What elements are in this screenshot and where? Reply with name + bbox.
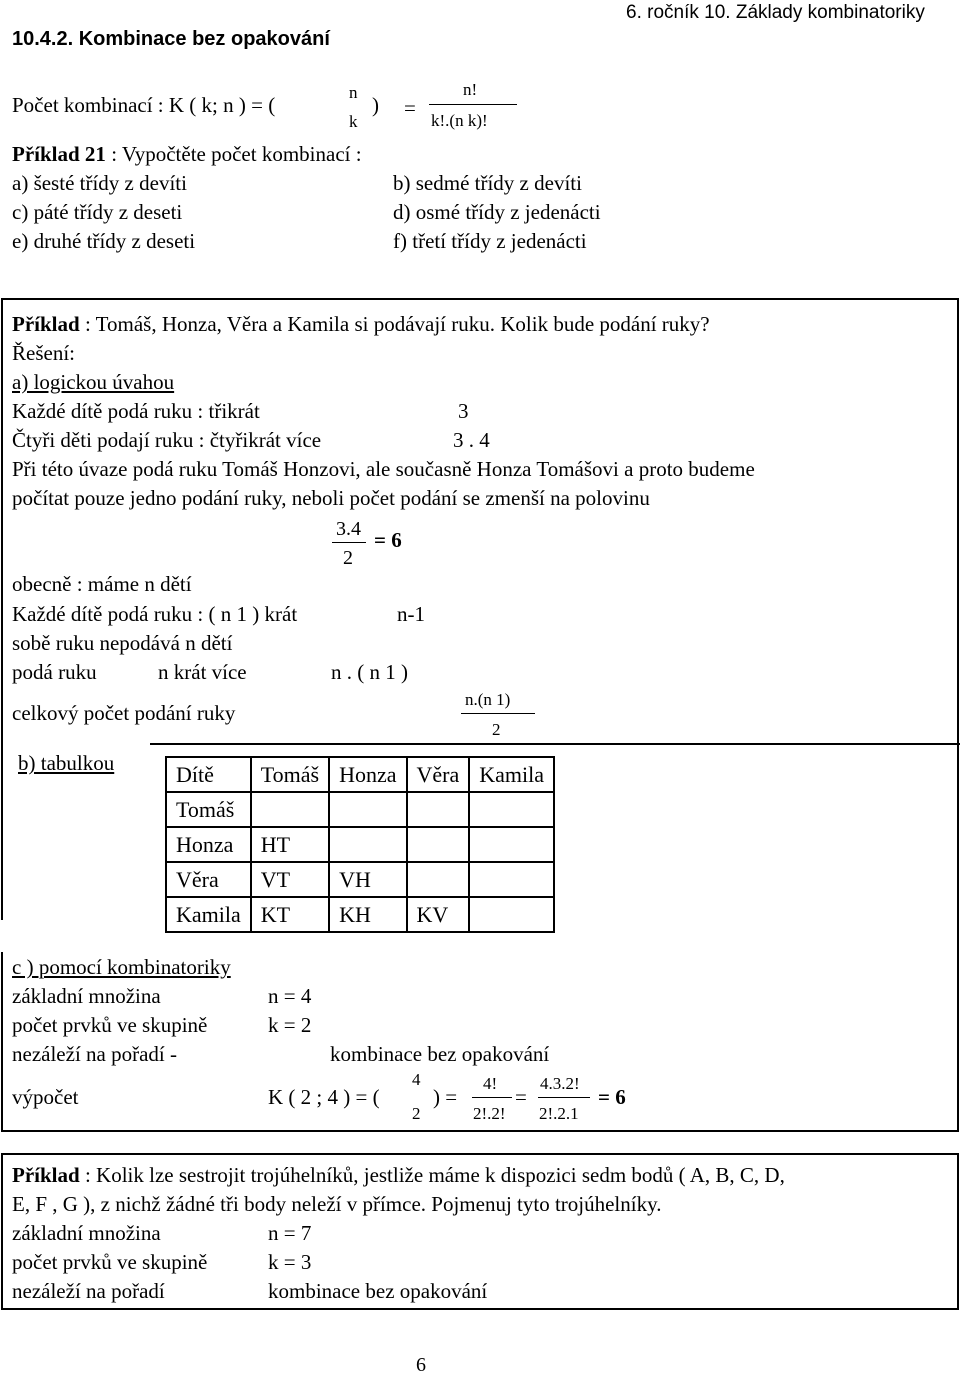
- triangles-text-2: E, F , G ), z nichž žádné tři body neleží v přímce. Pojmenuj tyto trojúhelníky.: [12, 1192, 662, 1216]
- box-left-bottom: [1, 952, 3, 1132]
- c-line1: základní množina: [12, 984, 161, 1008]
- tri-line2: počet prvků ve skupině: [12, 1250, 208, 1274]
- binom-close: ): [372, 93, 379, 117]
- table-cell: Kamila: [166, 897, 251, 932]
- triangles-text-1: : Kolik lze sestrojit trojúhelníků, jestliže máme k dispozici sedm bodů ( A, B, C, D,: [79, 1163, 785, 1187]
- section-title: 10.4.2. Kombinace bez opakování: [12, 28, 330, 50]
- formula-label: Počet kombinací : K ( k; n ) = (: [12, 93, 276, 117]
- c-line3-value: kombinace bez opakování: [330, 1042, 550, 1066]
- general-line1-value: n-1: [397, 602, 425, 626]
- formula-equals: =: [404, 96, 416, 120]
- c-frac2-bar: [538, 1097, 590, 1098]
- table-cell: [407, 792, 470, 827]
- tri-line3: nezáleží na pořadí: [12, 1279, 165, 1303]
- c-frac2-num: 4.3.2!: [540, 1074, 580, 1093]
- box-left-lower: [1, 743, 3, 920]
- table-header-cell: Honza: [329, 757, 406, 792]
- general-line3: podá ruku: [12, 660, 97, 684]
- c-frac1-bar: [472, 1097, 512, 1098]
- box-divider: [150, 743, 960, 745]
- table-header-cell: Dítě: [166, 757, 251, 792]
- table-cell: Věra: [166, 862, 251, 897]
- frac2-numerator: n.(n 1): [465, 690, 511, 709]
- tri-line2-value: k = 3: [268, 1250, 312, 1274]
- tri-line1-value: n = 7: [268, 1221, 312, 1245]
- line1: Každé dítě podá ruku : třikrát: [12, 399, 260, 423]
- example-21-text: : Vypočtěte počet kombinací :: [105, 142, 362, 166]
- item-f: f) třetí třídy z jedenácti: [393, 229, 587, 253]
- table-header-cell: Tomáš: [251, 757, 329, 792]
- paragraph-2: počítat pouze jedno podání ruky, neboli počet podání se zmenší na polovinu: [12, 486, 650, 510]
- table-cell: KH: [329, 897, 406, 932]
- table-cell: VH: [329, 862, 406, 897]
- c-frac1-num: 4!: [483, 1074, 498, 1093]
- c-equals: =: [515, 1085, 527, 1109]
- box-bottom: [1, 1130, 959, 1132]
- table-cell: [407, 827, 470, 862]
- table-row: [166, 792, 554, 827]
- c-frac2-den: 2!.2.1: [539, 1104, 579, 1123]
- frac2-bar: [461, 713, 535, 714]
- table-cell: [407, 862, 470, 897]
- table-cell: [469, 827, 554, 862]
- item-b: b) sedmé třídy z devíti: [393, 171, 582, 195]
- part-b-heading: b) tabulkou: [18, 751, 115, 775]
- c-result: = 6: [598, 1085, 626, 1109]
- general-line3-value: n . ( n 1 ): [331, 660, 408, 684]
- frac1-denominator: 2: [343, 547, 353, 569]
- general-total: celkový počet podání ruky: [12, 701, 236, 725]
- c-line3: nezáleží na pořadí -: [12, 1042, 177, 1066]
- table-header-cell: Věra: [407, 757, 470, 792]
- c-formula: K ( 2 ; 4 ) = (: [268, 1085, 380, 1109]
- line2: Čtyři děti podají ruku : čtyřikrát více: [12, 428, 322, 452]
- paragraph-1: Při této úvaze podá ruku Tomáš Honzovi, ale současně Honza Tomášovi a proto budeme: [12, 457, 755, 481]
- part-a-heading: a) logickou úvahou: [12, 370, 175, 394]
- formula-denominator: k!.(n k)!: [431, 111, 488, 130]
- general-heading: obecně : máme n dětí: [12, 572, 192, 596]
- binom-top: n: [349, 83, 358, 102]
- c-binom-close: ) =: [433, 1085, 458, 1109]
- binom-bottom: k: [349, 112, 358, 131]
- triangles-title: Příklad: [12, 1163, 80, 1187]
- table-cell: [251, 792, 329, 827]
- table-header-row: [166, 757, 554, 792]
- c-line1-value: n = 4: [268, 984, 312, 1008]
- table-cell: KV: [407, 897, 470, 932]
- handshake-title: Příklad: [12, 312, 80, 336]
- frac2-denominator: 2: [492, 720, 501, 739]
- table-row: [166, 897, 554, 932]
- table-cell: Honza: [166, 827, 251, 862]
- box-right-lower: [957, 743, 959, 1132]
- c-binom-top: 4: [412, 1070, 421, 1089]
- c-line2-value: k = 2: [268, 1013, 312, 1037]
- handshake-table: [165, 756, 555, 933]
- table-cell: [329, 827, 406, 862]
- course-title: 6. ročník 10. Základy kombinatoriky: [626, 2, 925, 23]
- c-calc-label: výpočet: [12, 1085, 79, 1109]
- table-cell: VT: [251, 862, 329, 897]
- table-cell: HT: [251, 827, 329, 862]
- tri-line3-value: kombinace bez opakování: [268, 1279, 488, 1303]
- table-header-cell: Kamila: [469, 757, 554, 792]
- part-c-heading: c ) pomocí kombinatoriky: [12, 955, 231, 979]
- handshake-question: : Tomáš, Honza, Věra a Kamila si podávají ruku. Kolik bude podání ruky?: [79, 312, 710, 336]
- line1-value: 3: [458, 399, 469, 423]
- item-a: a) šesté třídy z devíti: [12, 171, 187, 195]
- general-line2: sobě ruku nepodává n dětí: [12, 631, 233, 655]
- table-cell: [469, 897, 554, 932]
- frac1-numerator: 3.4: [336, 518, 361, 540]
- general-line1: Každé dítě podá ruku : ( n 1 ) krát: [12, 602, 298, 626]
- table-cell: [469, 792, 554, 827]
- formula-numerator: n!: [463, 80, 478, 99]
- table-row: [166, 862, 554, 897]
- table-cell: [329, 792, 406, 827]
- example-21-title: Příklad 21: [12, 142, 106, 166]
- item-d: d) osmé třídy z jedenácti: [393, 200, 601, 224]
- c-line2: počet prvků ve skupině: [12, 1013, 208, 1037]
- solution-label: Řešení:: [12, 341, 75, 365]
- item-e: e) druhé třídy z deseti: [12, 229, 196, 253]
- table-cell: [469, 862, 554, 897]
- frac1-result: = 6: [374, 528, 402, 552]
- table-row: [166, 827, 554, 862]
- line2-value: 3 . 4: [453, 428, 490, 452]
- page-number: 6: [416, 1354, 426, 1376]
- item-c: c) páté třídy z deseti: [12, 200, 183, 224]
- general-line3-mid: n krát více: [158, 660, 247, 684]
- table-cell: Tomáš: [166, 792, 251, 827]
- handshake-box: [1, 298, 959, 745]
- fraction-bar: [429, 104, 517, 105]
- c-frac1-den: 2!.2!: [473, 1104, 506, 1123]
- table-cell: KT: [251, 897, 329, 932]
- frac1-bar: [332, 542, 366, 543]
- c-binom-bottom: 2: [412, 1104, 421, 1123]
- tri-line1: základní množina: [12, 1221, 161, 1245]
